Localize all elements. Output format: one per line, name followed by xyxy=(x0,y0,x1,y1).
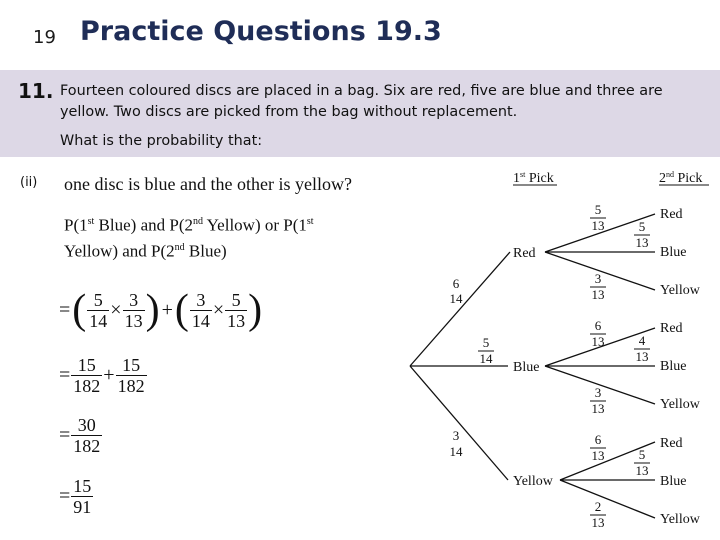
question-prompt: What is the probability that: xyxy=(60,133,263,149)
svg-text:3: 3 xyxy=(594,271,602,286)
times-sign: × xyxy=(110,298,122,321)
working-text: Yellow) and P(2 xyxy=(64,241,175,261)
first-prob-yellow xyxy=(450,428,464,459)
second-prob xyxy=(590,432,606,463)
svg-text:4: 4 xyxy=(638,333,646,348)
fraction: $\frac{3}{13}$ xyxy=(124,289,143,331)
second-prob xyxy=(590,499,606,530)
svg-text:5: 5 xyxy=(594,202,602,217)
svg-text:5: 5 xyxy=(638,219,646,234)
fraction: $\frac{30}{182}$ xyxy=(73,415,101,456)
first-pick-label: Yellow xyxy=(513,474,553,489)
second-pick-label: Red xyxy=(660,207,683,222)
second-prob xyxy=(590,318,606,349)
svg-text:14: 14 xyxy=(449,444,463,459)
paren: ) xyxy=(248,287,263,333)
second-prob xyxy=(634,219,650,250)
fraction: $\frac{5}{14}$ xyxy=(89,289,108,331)
ordinal-suffix: nd xyxy=(174,242,185,253)
paren: ( xyxy=(174,287,189,333)
paren: ( xyxy=(72,287,87,333)
fraction: $\frac{15}{182}$ xyxy=(73,355,101,396)
equals-sign: = xyxy=(59,364,71,386)
svg-text:13: 13 xyxy=(591,287,605,302)
second-prob xyxy=(634,333,650,364)
equals-sign: = xyxy=(59,485,71,507)
fraction: $\frac{5}{13}$ xyxy=(227,289,246,331)
svg-text:3: 3 xyxy=(594,385,602,400)
working-text: Blue) and P(2 xyxy=(94,215,193,235)
svg-text:13: 13 xyxy=(591,448,605,463)
paren: ) xyxy=(145,287,160,333)
second-pick-label: Yellow xyxy=(660,283,700,298)
second-pick-label: Blue xyxy=(660,245,687,260)
svg-text:13: 13 xyxy=(591,401,605,416)
second-prob xyxy=(634,447,650,478)
svg-text:14: 14 xyxy=(479,351,493,366)
working-text: P(1 xyxy=(64,215,88,235)
second-prob xyxy=(590,202,606,233)
svg-text:6: 6 xyxy=(594,432,602,447)
svg-text:5: 5 xyxy=(482,335,490,350)
svg-text:6: 6 xyxy=(452,276,460,291)
part-label: (ii) xyxy=(20,175,38,190)
svg-text:13: 13 xyxy=(591,515,605,530)
tree-heading-second: 2nd Pick xyxy=(659,170,703,186)
page-title: Practice Questions 19.3 xyxy=(80,16,442,47)
second-pick-label: Blue xyxy=(660,359,687,374)
svg-text:5: 5 xyxy=(638,447,646,462)
part-question: one disc is blue and the other is yellow? xyxy=(64,174,352,194)
second-pick-label: Blue xyxy=(660,474,687,489)
svg-text:3: 3 xyxy=(452,428,460,443)
ordinal-suffix: st xyxy=(306,216,314,227)
equals-sign: = xyxy=(59,424,71,446)
ordinal-suffix: st xyxy=(87,216,95,227)
ordinal-suffix: nd xyxy=(192,216,203,227)
question-text: Fourteen coloured discs are placed in a bag. Six are red, five are blue and three are yellow. Two discs are picked from the bag without replacement. xyxy=(60,83,663,120)
second-pick-label: Yellow xyxy=(660,512,700,527)
first-pick-label: Blue xyxy=(513,360,540,375)
branch-first-red xyxy=(410,252,510,366)
chapter-number: 19 xyxy=(33,27,56,48)
first-pick-label: Red xyxy=(513,246,536,261)
times-sign: × xyxy=(212,298,225,321)
fraction: $\frac{15}{182}$ xyxy=(117,355,145,396)
svg-text:14: 14 xyxy=(449,291,463,306)
working-text: Yellow) or P(1 xyxy=(202,215,307,235)
svg-text:2: 2 xyxy=(594,499,602,514)
second-pick-label: Red xyxy=(660,436,683,451)
branch-yellow-yellow xyxy=(560,480,655,518)
branch-first-yellow xyxy=(410,366,508,480)
second-pick-label: Yellow xyxy=(660,397,700,412)
svg-text:6: 6 xyxy=(594,318,602,333)
fraction: $\frac{15}{91}$ xyxy=(73,476,92,517)
working-text: Blue) xyxy=(184,241,227,261)
plus-sign: + xyxy=(161,298,173,321)
svg-text:13: 13 xyxy=(591,334,605,349)
second-prob xyxy=(590,271,606,302)
equals-sign: = xyxy=(59,298,71,321)
svg-text:13: 13 xyxy=(635,349,649,364)
svg-text:13: 13 xyxy=(635,463,649,478)
second-pick-label: Red xyxy=(660,321,683,336)
question-number: 11. xyxy=(18,79,54,103)
second-prob xyxy=(590,385,606,416)
plus-sign: + xyxy=(103,364,115,386)
fraction: $\frac{3}{14}$ xyxy=(191,289,210,331)
first-prob-red xyxy=(450,276,464,306)
svg-text:13: 13 xyxy=(635,235,649,250)
first-prob-blue xyxy=(478,335,494,366)
svg-text:13: 13 xyxy=(591,218,605,233)
tree-heading-first: 1st Pick xyxy=(513,170,554,186)
